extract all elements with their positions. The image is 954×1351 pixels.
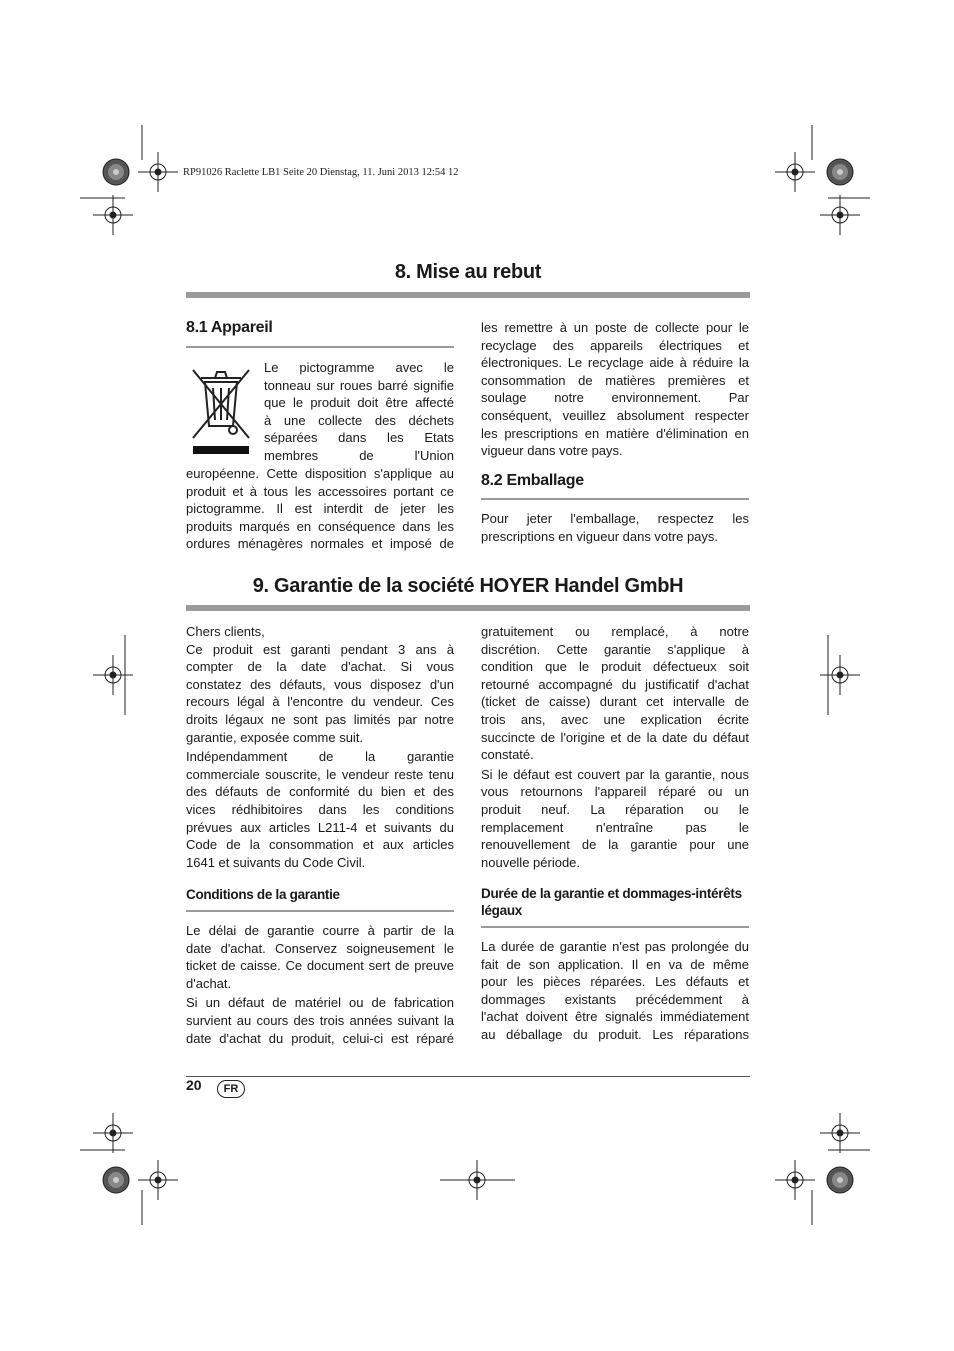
- paragraph-line: soulage notre environnement. Par: [481, 390, 749, 406]
- paragraph-line: Le pictogramme avec le: [264, 360, 454, 375]
- paragraph-line: prévues aux articles L211-4 et suivants du: [186, 819, 454, 835]
- paragraph-line: Pour jeter l'emballage, respectez les: [481, 511, 749, 526]
- section-8-2-text: [481, 510, 749, 545]
- language-badge: FR: [217, 1080, 245, 1098]
- paragraph-line: retourné accompagné du justificatif d'achat: [481, 676, 749, 692]
- section-9-bar: [186, 605, 750, 611]
- paragraph-line: membres de l'Union: [264, 447, 454, 463]
- duree-rule: [481, 926, 749, 928]
- conditions-rule: [186, 910, 454, 912]
- paragraph-line: garantie, exposée comme suit.: [186, 729, 364, 745]
- paragraph-line: condition que le produit défectueux soit: [481, 659, 749, 675]
- paragraph-line: d'achat.: [186, 975, 232, 991]
- conditions-text: [186, 922, 454, 1047]
- paragraph-line: renouvellement de la garantie pour une: [481, 837, 749, 853]
- section-9-title: 9. Garantie de la société HOYER Handel GmbH: [252, 575, 684, 597]
- paragraph-line: vigueur dans votre pays.: [481, 443, 623, 459]
- conditions-title: Conditions de la garantie: [186, 887, 340, 902]
- paragraph-line: trois ans, avec une explication écrite: [481, 711, 749, 727]
- duree-title-line: Durée de la garantie et dommages-intérêts: [481, 886, 742, 901]
- duree-title: [481, 885, 749, 919]
- section-8-2-title: 8.2 Emballage: [481, 472, 584, 489]
- paragraph-line: Code de la consommation et aux articles: [186, 837, 454, 853]
- paragraph-line: que le produit doit être affecté: [264, 395, 454, 411]
- paragraph-line: pictogramme. Il est interdit de jeter les: [186, 501, 454, 517]
- section-8-1-rule: [186, 346, 454, 348]
- paragraph-line: Chers clients,: [186, 624, 265, 639]
- footer-rule: [186, 1076, 750, 1077]
- paragraph-line: les prescriptions en matière d'élimination en: [481, 425, 749, 441]
- print-info: RP91026 Raclette LB1 Seite 20 Dienstag, 11. Juni 2013 12:54 12: [183, 167, 459, 178]
- paragraph-line: produits marqués en conséquence dans les: [186, 518, 454, 534]
- paragraph-line: ordures ménagères normales et imposé de: [186, 536, 454, 552]
- paragraph-line: ticket de caisse. Ce document sert de preuve: [186, 958, 454, 974]
- paragraph-line: séparées dans les Etats: [264, 430, 454, 446]
- section-8-1-title: 8.1 Appareil: [186, 319, 273, 336]
- paragraph-line: les remettre à un poste de collecte pour le: [481, 320, 749, 335]
- paragraph-line: à une collecte des déchets: [264, 412, 454, 428]
- paragraph-line: Ce produit est garanti pendant 3 ans à: [186, 641, 454, 657]
- paragraph-line: conséquent, veuillez absolument respecter: [481, 407, 749, 423]
- paragraph-line: commerciale souscrite, le vendeur reste tenu: [186, 766, 454, 782]
- paragraph-line: constaté.: [481, 747, 534, 763]
- section-9-left-text: [186, 623, 454, 871]
- paragraph-line: remplacement n'entraîne pas le: [481, 819, 749, 835]
- paragraph-line: pour les pièces réparées. Les défauts et: [481, 974, 749, 990]
- paragraph-line: constatez des défauts, vous disposez d'un: [186, 676, 454, 692]
- paragraph-line: vices rédhibitoires dans les conditions: [186, 801, 454, 817]
- paragraph-line: nouvelle période.: [481, 854, 581, 870]
- paragraph-line: fait de son application. Il en va de même: [481, 956, 749, 972]
- paragraph-line: vous retournons l'appareil réparé ou un: [481, 784, 749, 800]
- paragraph-line: compter de la date d'achat. Si vous: [186, 659, 454, 675]
- page-number: 20: [186, 1077, 202, 1093]
- section-9-right-text: [481, 623, 749, 871]
- paragraph-line: La durée de garantie n'est pas prolongée du: [481, 939, 749, 954]
- duree-title-line: légaux: [481, 903, 522, 918]
- paragraph-line: au déballage du produit. Les réparations: [481, 1026, 749, 1042]
- paragraph-line: tonneau sur roues barré signifie: [264, 377, 454, 393]
- paragraph-line: l'achat doivent être signalés immédiatement: [481, 1009, 749, 1025]
- paragraph-line: recyclage des appareils électriques et: [481, 337, 749, 353]
- paragraph-line: Indépendamment de la garantie: [186, 749, 454, 765]
- section-8-bar: [186, 292, 750, 298]
- paragraph-line: produit neuf. La réparation ou le: [481, 801, 749, 817]
- paragraph-line: européenne. Cette disposition s'applique au: [186, 466, 454, 481]
- section-8-1-text-wrap: [264, 359, 454, 465]
- paragraph-line: (ticket de caisse) durant cet intervalle de: [481, 694, 749, 710]
- crossed-out-wheelie-bin-icon: [189, 364, 253, 458]
- paragraph-line: survient au cours des trois années suivant la: [186, 1012, 454, 1028]
- paragraph-line: date d'achat du produit, celui-ci est réparé: [186, 1030, 454, 1046]
- section-8-1-text-full: [186, 465, 454, 553]
- paragraph-line: discrétion. Cette garantie s'applique à: [481, 641, 749, 657]
- paragraph-line: Si un défaut de matériel ou de fabrication: [186, 995, 454, 1011]
- paragraph-line: des défauts de conformité du bien et des: [186, 784, 454, 800]
- paragraph-line: consommation de matières premières et: [481, 372, 749, 388]
- paragraph-line: date d'achat. Conservez soigneusement le: [186, 940, 454, 956]
- duree-text: [481, 938, 749, 1044]
- paragraph-line: Si le défaut est couvert par la garantie, nous: [481, 766, 749, 782]
- paragraph-line: gratuitement ou remplacé, à notre: [481, 624, 749, 639]
- paragraph-line: produit et à tous les accessoires portant ce: [186, 483, 454, 499]
- section-8-1-text-right: [481, 319, 749, 460]
- section-8-2-rule: [481, 498, 749, 500]
- paragraph-line: électroniques. Le recyclage aide à réduire la: [481, 355, 749, 371]
- paragraph-line: dommages existants précédemment à: [481, 991, 749, 1007]
- section-8-title: 8. Mise au rebut: [394, 261, 542, 283]
- paragraph-line: 1641 et suivants du Code Civil.: [186, 854, 366, 870]
- paragraph-line: prescriptions en vigueur dans votre pays.: [481, 528, 719, 544]
- paragraph-line: recours légal à l'encontre du vendeur. Ces: [186, 694, 454, 710]
- paragraph-line: droits légaux ne sont pas limités par notre: [186, 711, 454, 727]
- paragraph-line: Le délai de garantie courre à partir de la: [186, 923, 454, 938]
- paragraph-line: succincte de l'origine et de la date du défaut: [481, 729, 749, 745]
